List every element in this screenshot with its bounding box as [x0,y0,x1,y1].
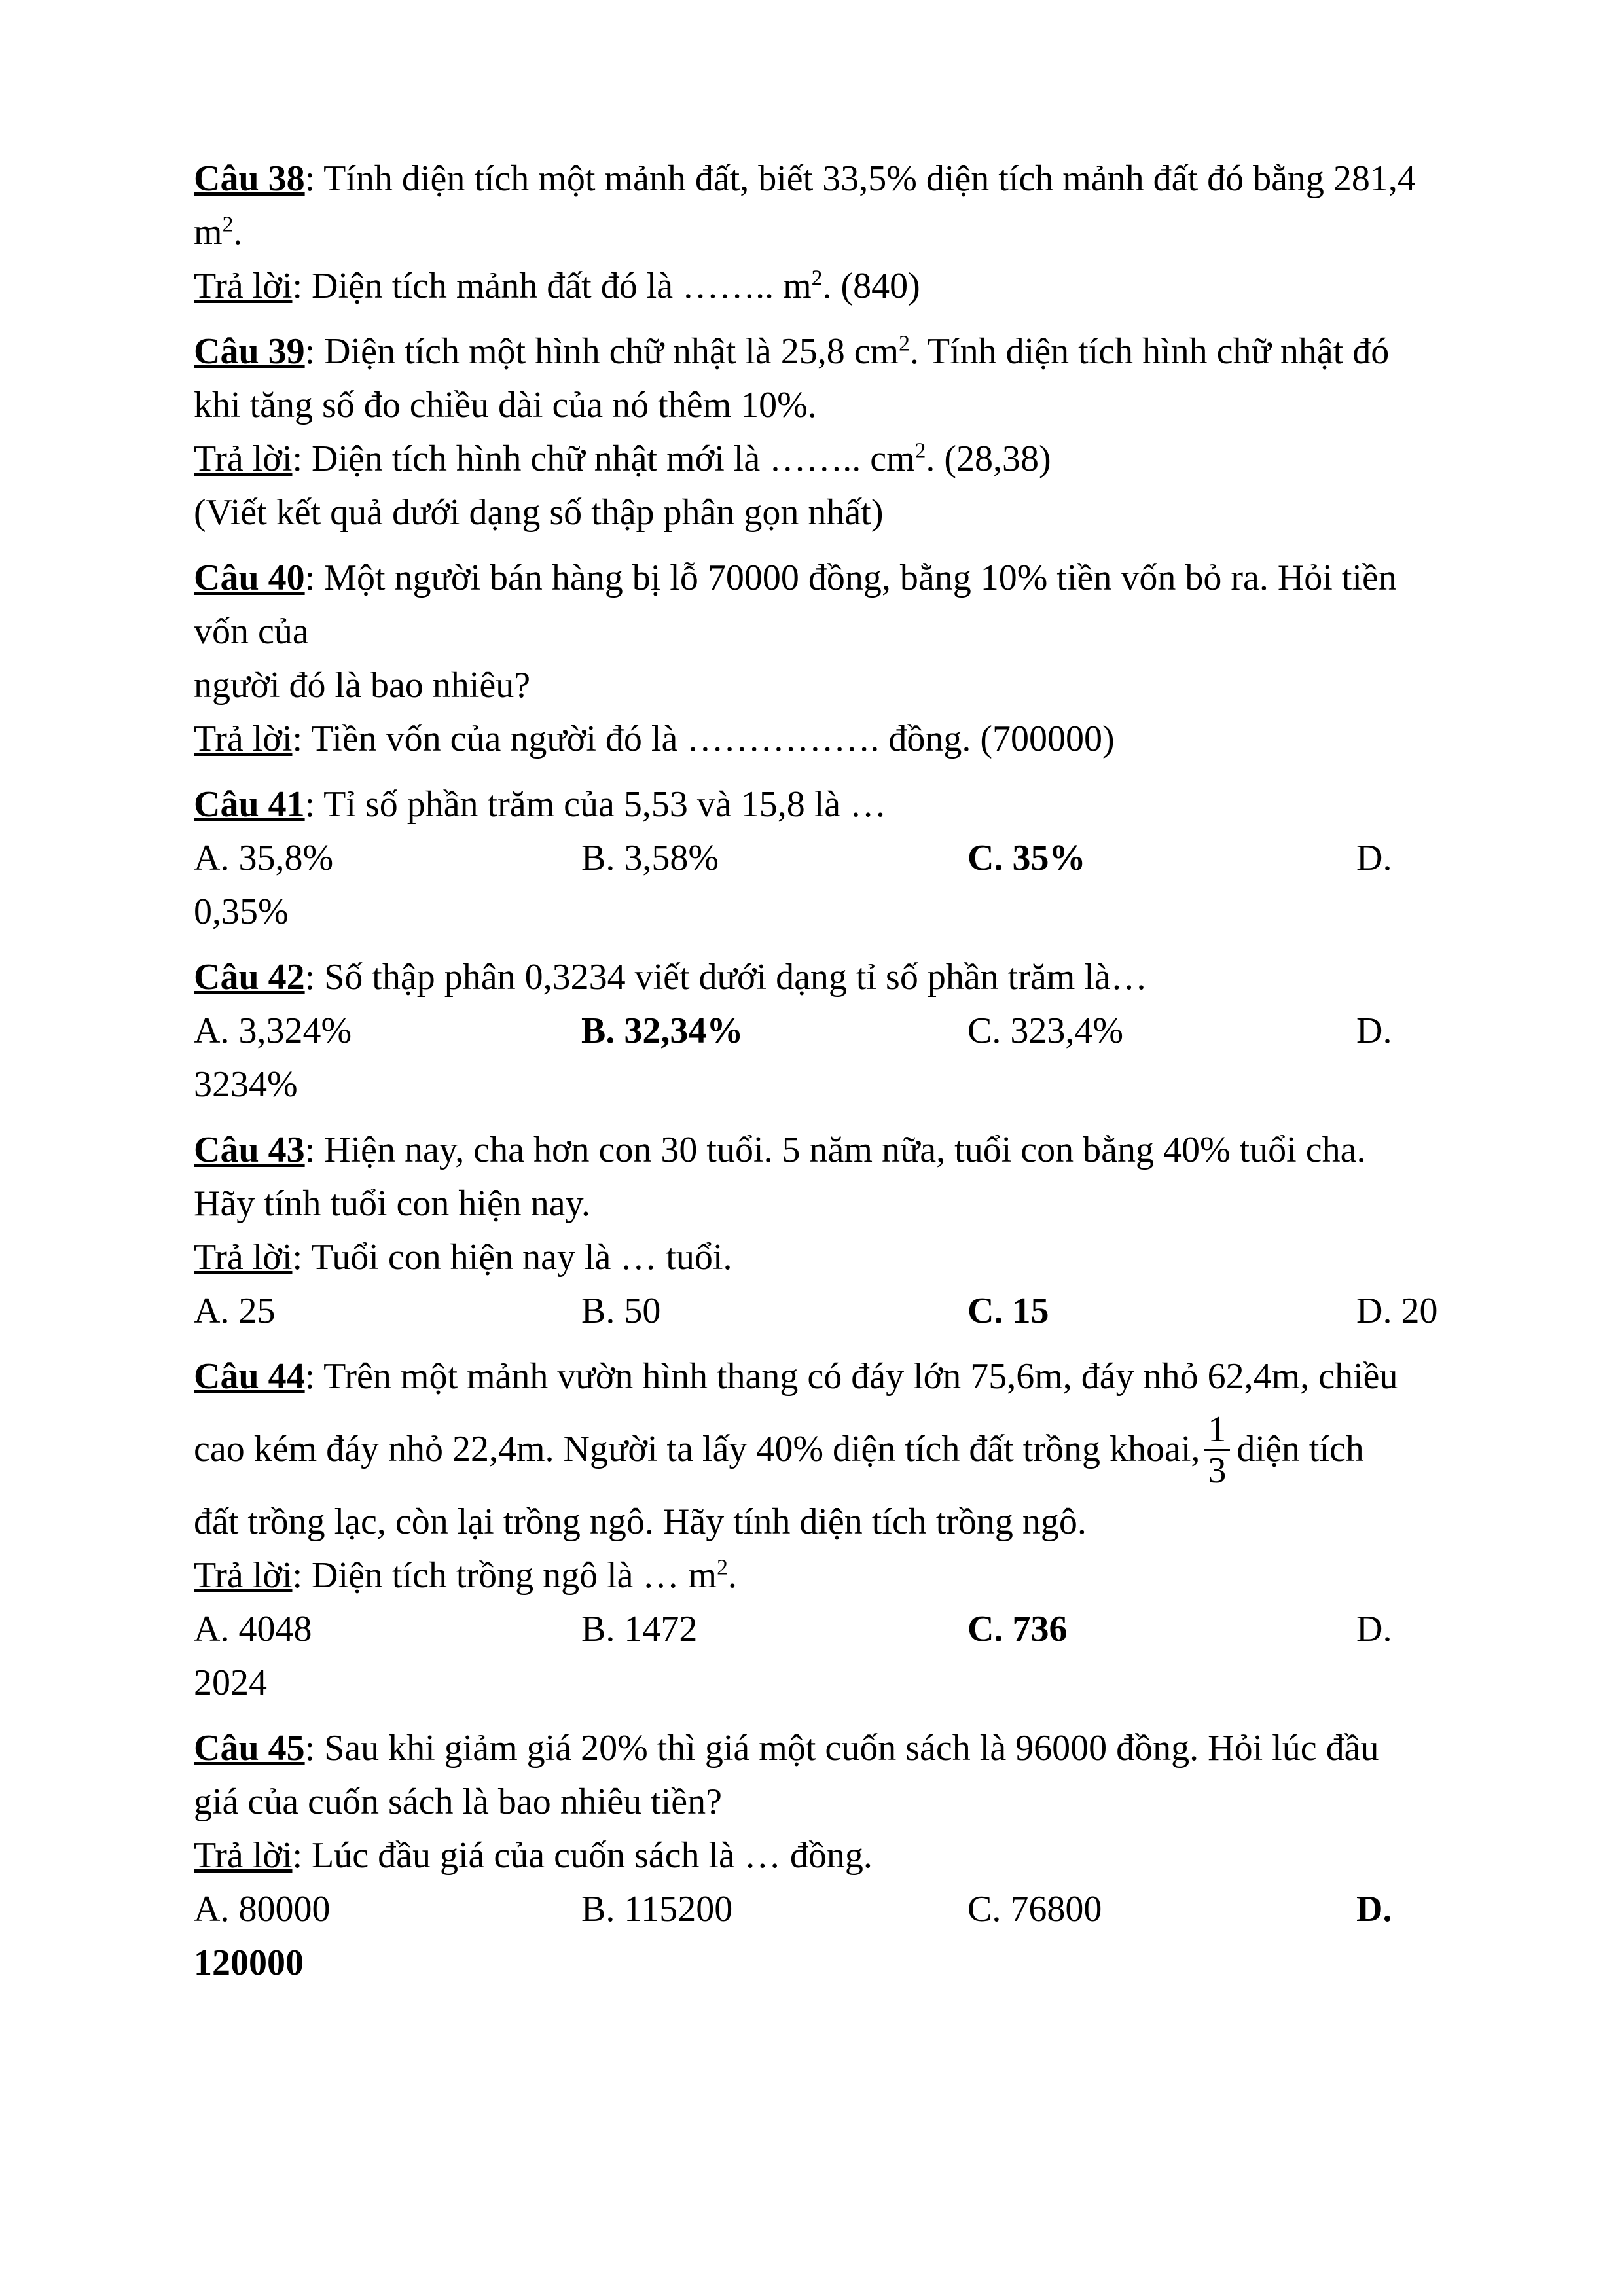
answer-label: Trả lời [194,266,293,306]
question-text: . Tính diện tích hình chữ nhật đó [909,331,1390,372]
question-text: . [233,212,243,253]
question-label: Câu 42 [194,957,305,997]
option-c: C. 76800 [967,1889,1102,1929]
option-c-correct: C. 35% [967,838,1086,878]
answer-text: : Diện tích hình chữ nhật mới là …….. cm [292,439,915,479]
answer-text: : Diện tích trồng ngô là … m [292,1555,717,1596]
question-text: : Tính diện tích một mảnh đất, biết 33,5% diện tích mảnh đất đó bằng 281,4 [304,158,1416,199]
question-text: cao kém đáy nhỏ 22,4m. Người ta lấy 40% diện tích đất trồng khoai, [194,1429,1200,1469]
option-c-correct: C. 736 [967,1609,1068,1649]
option-a: A. 80000 [194,1889,331,1929]
answer-text: . (840) [822,266,920,306]
answer-label: Trả lời [194,719,293,759]
question-text: : Số thập phân 0,3234 viết dưới dạng tỉ số phần trăm là… [304,957,1147,997]
option-d: D. [1356,838,1392,878]
option-row [194,1602,1477,1656]
question-text: đất trồng lạc, còn lại trồng ngô. Hãy tính diện tích trồng ngô. [194,1501,1087,1542]
question-40 [194,551,1477,766]
question-text: giá của cuốn sách là bao nhiêu tiền? [194,1782,722,1822]
question-45 [194,1721,1477,1990]
question-text: : Hiện nay, cha hơn con 30 tuổi. 5 năm nữa, tuổi con bằng 40% tuổi cha. [304,1130,1366,1170]
answer-label: Trả lời [194,439,293,479]
answer-text: : Lúc đầu giá của cuốn sách là … đồng. [292,1835,873,1876]
question-label: Câu 38 [194,158,305,199]
question-text: người đó là bao nhiêu? [194,665,531,706]
answer-note: (Viết kết quả dưới dạng số thập phân gọn nhất) [194,492,884,533]
answer-text: : Tuổi con hiện nay là … tuổi. [292,1237,732,1278]
question-41 [194,778,1477,939]
question-39 [194,325,1477,539]
question-label: Câu 40 [194,558,305,598]
question-label: Câu 45 [194,1728,305,1768]
option-row [194,1004,1477,1058]
option-c: C. 323,4% [967,1011,1123,1051]
answer-text: . [727,1555,737,1596]
option-d-correct: D. [1356,1889,1392,1929]
option-b: B. 1472 [581,1609,698,1649]
question-text: : Tỉ số phần trăm của 5,53 và 15,8 là … [304,784,887,825]
answer-text: : Diện tích mảnh đất đó là …….. m [292,266,812,306]
option-d: D. [1356,1609,1392,1649]
superscript: 2 [222,212,234,237]
question-text: diện tích [1236,1429,1364,1469]
question-44 [194,1350,1477,1710]
option-a: A. 3,324% [194,1011,352,1051]
fraction-numerator: 1 [1204,1410,1230,1451]
option-a: A. 35,8% [194,838,334,878]
question-label: Câu 44 [194,1356,305,1397]
option-row [194,1882,1477,1936]
question-label: Câu 39 [194,331,305,372]
option-c-correct: C. 15 [967,1291,1049,1331]
answer-label: Trả lời [194,1835,293,1876]
question-text: khi tăng số đo chiều dài của nó thêm 10%. [194,385,817,425]
question-text: : Diện tích một hình chữ nhật là 25,8 cm [304,331,899,372]
option-d-value: 3234% [194,1064,298,1105]
option-b: B. 3,58% [581,838,719,878]
option-d-value: 2024 [194,1662,267,1703]
answer-text: : Tiền vốn của người đó là ……………. đồng. (700000) [292,719,1115,759]
question-38 [194,152,1477,313]
question-43 [194,1123,1477,1338]
superscript: 2 [914,439,926,463]
superscript: 2 [899,331,910,356]
question-list [194,152,1477,2001]
question-text: : Một người bán hàng bị lỗ 70000 đồng, bằng 10% tiền vốn bỏ ra. Hỏi tiền [304,558,1397,598]
option-d-value: 0,35% [194,891,289,932]
answer-label: Trả lời [194,1237,293,1278]
option-b-correct: B. 32,34% [581,1011,744,1051]
superscript: 2 [717,1555,728,1580]
option-a: A. 25 [194,1291,276,1331]
answer-text: . (28,38) [926,439,1051,479]
question-text: m [194,212,223,253]
question-text: : Trên một mảnh vườn hình thang có đáy lớn 75,6m, đáy nhỏ 62,4m, chiều [304,1356,1398,1397]
question-label: Câu 43 [194,1130,305,1170]
option-row [194,831,1477,885]
fraction [1204,1410,1230,1490]
option-b: B. 115200 [581,1889,733,1929]
superscript: 2 [811,266,823,291]
option-row [194,1284,1477,1338]
option-d-value: 120000 [194,1943,304,1983]
question-text: Hãy tính tuổi con hiện nay. [194,1183,591,1224]
option-d: D. [1356,1011,1392,1051]
question-text: : Sau khi giảm giá 20% thì giá một cuốn sách là 96000 đồng. Hỏi lúc đầu [304,1728,1379,1768]
question-text: vốn của [194,611,309,652]
option-b: B. 50 [581,1291,661,1331]
question-label: Câu 41 [194,784,305,825]
answer-label: Trả lời [194,1555,293,1596]
option-d: D. 20 [1356,1291,1438,1331]
fraction-denominator: 3 [1208,1450,1227,1491]
option-a: A. 4048 [194,1609,312,1649]
question-42 [194,950,1477,1111]
